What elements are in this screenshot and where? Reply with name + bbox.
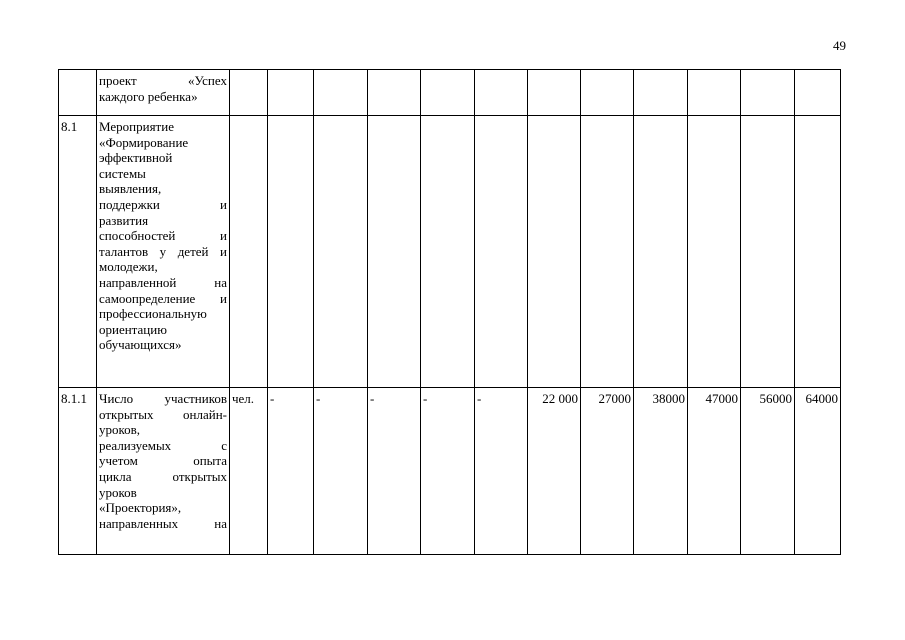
value-cell: [634, 116, 688, 388]
value-cell: [688, 70, 741, 116]
value-cell: [741, 116, 795, 388]
unit-cell: [230, 116, 268, 388]
row-name-line: уроков,: [99, 422, 141, 438]
value-cell: [421, 70, 475, 116]
row-name-line: обучающихся»: [99, 337, 182, 353]
row-name-line: Число участников: [99, 391, 227, 406]
row-name-line: ориентацию: [99, 321, 167, 337]
row-name-line: молодежи,: [99, 259, 158, 275]
value-cell: [634, 70, 688, 116]
indicators-table: [58, 69, 841, 555]
value-cell: [528, 70, 581, 116]
value-cell: [741, 70, 795, 116]
row-name-line: развития: [99, 212, 149, 228]
row-number-cell: 8.1: [59, 116, 97, 388]
value-cell: [581, 70, 634, 116]
row-name-line: эффективной: [99, 150, 173, 166]
value-cell: -: [314, 388, 368, 555]
value-cell: 38000: [634, 388, 688, 555]
value-cell: [268, 70, 314, 116]
row-name-line: цикла открытых: [99, 468, 227, 484]
row-name-line: учетом опыта: [99, 453, 227, 469]
value-cell: 27000: [581, 388, 634, 555]
value-cell: 47000: [688, 388, 741, 555]
table-row: [59, 388, 841, 555]
value-cell: [421, 116, 475, 388]
row-name-line: Мероприятие: [99, 119, 174, 134]
row-name-line: самоопределение и: [99, 290, 227, 306]
table-row: [59, 70, 841, 116]
value-cell: -: [268, 388, 314, 555]
row-name-line: реализуемых с: [99, 437, 227, 453]
table-row: [59, 116, 841, 388]
row-name-line: системы: [99, 165, 146, 181]
row-name-cell: [97, 116, 230, 388]
value-cell: 64000: [795, 388, 841, 555]
value-cell: [795, 116, 841, 388]
row-name-line: уроков: [99, 484, 137, 500]
value-cell: [795, 70, 841, 116]
value-cell: [268, 116, 314, 388]
value-cell: 22 000: [528, 388, 581, 555]
value-cell: [581, 116, 634, 388]
unit-cell: чел.: [230, 388, 268, 555]
row-name-line: каждого ребенка»: [99, 88, 198, 104]
row-name-line: выявления,: [99, 181, 162, 197]
value-cell: [528, 116, 581, 388]
row-name-line: направленных на: [99, 515, 227, 531]
value-cell: [314, 116, 368, 388]
value-cell: [475, 116, 528, 388]
value-cell: [475, 70, 528, 116]
page-number: 49: [833, 38, 846, 53]
row-name-cell: [97, 388, 230, 555]
value-cell: [368, 70, 421, 116]
row-name-cell: [97, 70, 230, 116]
value-cell: [368, 116, 421, 388]
value-cell: [314, 70, 368, 116]
row-number-cell: 8.1.1: [59, 388, 97, 555]
row-name-line: профессиональную: [99, 306, 207, 322]
row-name-line: проект «Успех: [99, 73, 227, 88]
row-name-line: способностей и: [99, 228, 227, 244]
unit-cell: [230, 70, 268, 116]
row-name-line: открытых онлайн-: [99, 406, 227, 422]
row-name-line: «Формирование: [99, 134, 189, 150]
value-cell: -: [475, 388, 528, 555]
value-cell: -: [421, 388, 475, 555]
value-cell: -: [368, 388, 421, 555]
value-cell: [688, 116, 741, 388]
row-name-line: талантов у детей и: [99, 243, 227, 259]
row-number-cell: [59, 70, 97, 116]
row-name-line: поддержки и: [99, 196, 227, 212]
row-name-line: направленной на: [99, 274, 227, 290]
row-name-line: «Проектория»,: [99, 500, 182, 516]
value-cell: 56000: [741, 388, 795, 555]
